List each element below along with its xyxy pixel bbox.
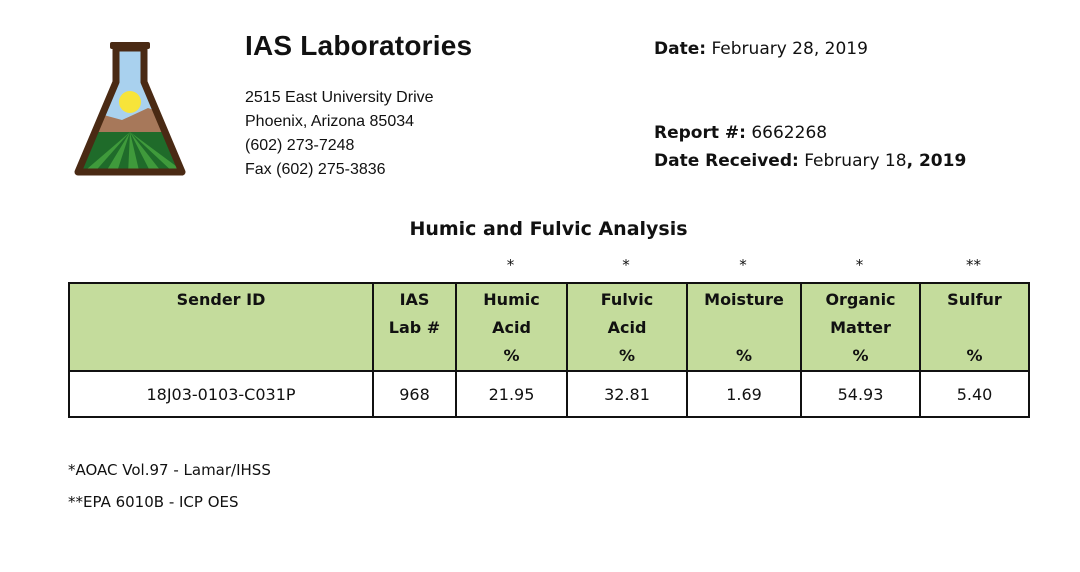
date-received-label: Date Received: — [654, 151, 799, 171]
report-number — [654, 123, 827, 143]
analysis-title: Humic and Fulvic Analysis — [409, 218, 688, 240]
table-header-row — [69, 283, 1029, 371]
footnote-aoac: *AOAC Vol.97 - Lamar/IHSS — [68, 461, 271, 479]
date-value: February 28, 2019 — [711, 39, 868, 59]
method-mark-sulfur: ** — [966, 256, 981, 274]
cell-lab-number: 968 — [373, 371, 456, 417]
report-number-value: 6662268 — [751, 123, 828, 143]
table-row — [69, 371, 1029, 417]
method-mark-humic: * — [506, 256, 515, 274]
cell-sender-id: 18J03-0103-C031P — [69, 371, 373, 417]
date-received-year: , 2019 — [906, 151, 967, 171]
report-date — [654, 39, 868, 59]
header-moisture: Moisture % — [687, 283, 801, 371]
address-city: Phoenix, Arizona 85034 — [245, 113, 415, 130]
cell-sulfur: 5.40 — [920, 371, 1029, 417]
method-mark-fulvic: * — [622, 256, 630, 274]
cell-moisture: 1.69 — [687, 371, 801, 417]
method-mark-organic: * — [855, 256, 864, 274]
results-table — [68, 282, 1030, 418]
header-sulfur: Sulfur % — [920, 283, 1029, 371]
address-street: 2515 East University Drive — [245, 89, 434, 106]
header-lab-number: IAS Lab # — [373, 283, 456, 371]
flask-logo-icon — [70, 40, 190, 182]
address-fax: Fax (602) 275-3836 — [245, 161, 386, 178]
cell-organic-matter: 54.93 — [801, 371, 920, 417]
date-label: Date: — [654, 39, 707, 59]
date-received-value: February 18 — [804, 151, 907, 171]
header-humic-acid: Humic Acid % — [456, 283, 567, 371]
lab-address — [245, 86, 434, 182]
method-mark-moisture: * — [739, 256, 747, 274]
header-sender-id: Sender ID — [69, 283, 373, 371]
cell-humic-acid: 21.95 — [456, 371, 567, 417]
header-organic-matter: Organic Matter % — [801, 283, 920, 371]
cell-fulvic-acid: 32.81 — [567, 371, 687, 417]
header-fulvic-acid: Fulvic Acid % — [567, 283, 687, 371]
address-phone: (602) 273-7248 — [245, 137, 355, 154]
report-number-label: Report #: — [654, 123, 746, 143]
lab-name: IAS Laboratories — [245, 30, 473, 61]
footnote-epa: **EPA 6010B - ICP OES — [68, 493, 239, 511]
date-received — [654, 151, 966, 171]
